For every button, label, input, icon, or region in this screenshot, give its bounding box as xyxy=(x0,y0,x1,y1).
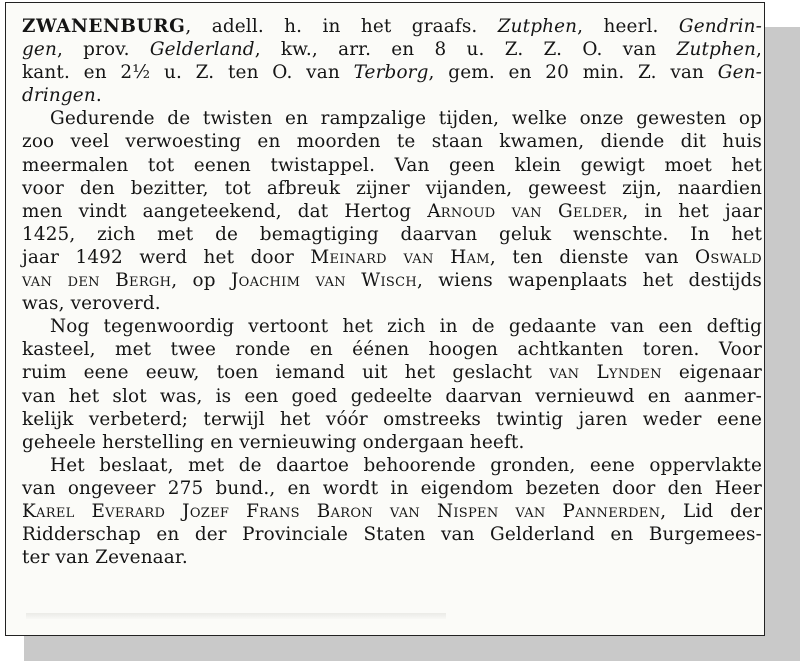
entry-line-1: ZWANENBURG, adell. h. in het graafs. Zutphen, heerl. Gendrin- xyxy=(22,16,762,37)
para3-line-2: van ongeveer 275 bund., en wordt in eigendom bezeten door den Heer xyxy=(22,477,762,499)
para1-line-7: jaar 1492 werd het door Meinard van Ham, ten dienste van Oswald xyxy=(22,246,762,268)
para1-line-3: meermalen tot eenen twistappel. Van geen klein gewigt moet het xyxy=(22,154,762,176)
para2-line-4: van het slot was, is een goed gedeelte daarvan vernieuwd en aanmer- xyxy=(22,385,762,407)
person-name: van den Bergh xyxy=(22,270,172,292)
para3-line-5: ter van Zevenaar. xyxy=(22,547,188,569)
para1-line-2: zoo veel verwoesting en moorden te staan kwamen, diende dit huis xyxy=(22,131,762,153)
entry-line-2: gen, prov. Gelderland, kw., arr. en 8 u. Z. Z. O. van Zutphen, xyxy=(22,39,762,61)
para1-line-9: was, veroverd. xyxy=(22,293,161,315)
person-name: Meinard van Ham xyxy=(310,246,490,268)
entry-line-3: kant. en 2½ u. Z. ten O. van Terborg, gem. en 20 min. Z. van Gen- xyxy=(22,62,762,84)
person-name: Joachim van Wisch xyxy=(230,270,417,292)
family-name: van Lynden xyxy=(549,362,662,384)
scanned-page xyxy=(5,2,765,636)
para2-line-3: ruim eene eeuw, toen iemand uit het geslacht van Lynden eigenaar xyxy=(22,362,763,384)
dictionary-entry xyxy=(22,15,762,569)
para1-line-8: van den Bergh, op Joachim van Wisch, wiens wapenplaats het destijds xyxy=(22,270,762,292)
headword: ZWANENBURG xyxy=(22,16,186,37)
para1-line-6: 1425, zich met de bemagtiging daarvan geluk wenschte. In het xyxy=(22,223,762,245)
para1-line-4: voor den bezitter, tot afbreuk zijner vijanden, geweest zijn, naardien xyxy=(22,177,762,199)
para2-line-1: Nog tegenwoordig vertoont het zich in de gedaante van een deftig xyxy=(50,316,762,338)
para2-line-2: kasteel, met twee ronde en éénen hoogen achtkanten toren. Voor xyxy=(22,339,762,361)
person-name: Oswald xyxy=(695,246,762,268)
entry-line-4: dringen. xyxy=(22,85,102,107)
para2-line-5: kelijk verbeterd; terwijl het vóór omstreeks twintig jaren weder eene xyxy=(22,408,762,430)
para1-line-5: men vindt aangeteekend, dat Hertog Arnoud van Gelder, in het jaar xyxy=(22,200,762,222)
para3-line-1: Het beslaat, met de daartoe behoorende gronden, eene oppervlakte xyxy=(50,454,762,476)
para3-line-4: Ridderschap en der Provinciale Staten van Gelderland en Burgemees- xyxy=(22,524,762,546)
para3-line-3: Karel Everard Jozef Frans Baron van Nispen van Pannerden, Lid der xyxy=(22,500,763,522)
para2-line-6: geheele herstelling en vernieuwing ondergaan heeft. xyxy=(22,431,525,453)
person-name: Karel Everard Jozef Frans Baron van Nispen van Pannerden xyxy=(22,500,661,522)
cut-off-line-fragment xyxy=(26,613,446,619)
person-name: Arnoud van Gelder xyxy=(427,200,623,222)
para1-line-1: Gedurende de twisten en rampzalige tijden, welke onze gewesten op xyxy=(50,108,762,130)
